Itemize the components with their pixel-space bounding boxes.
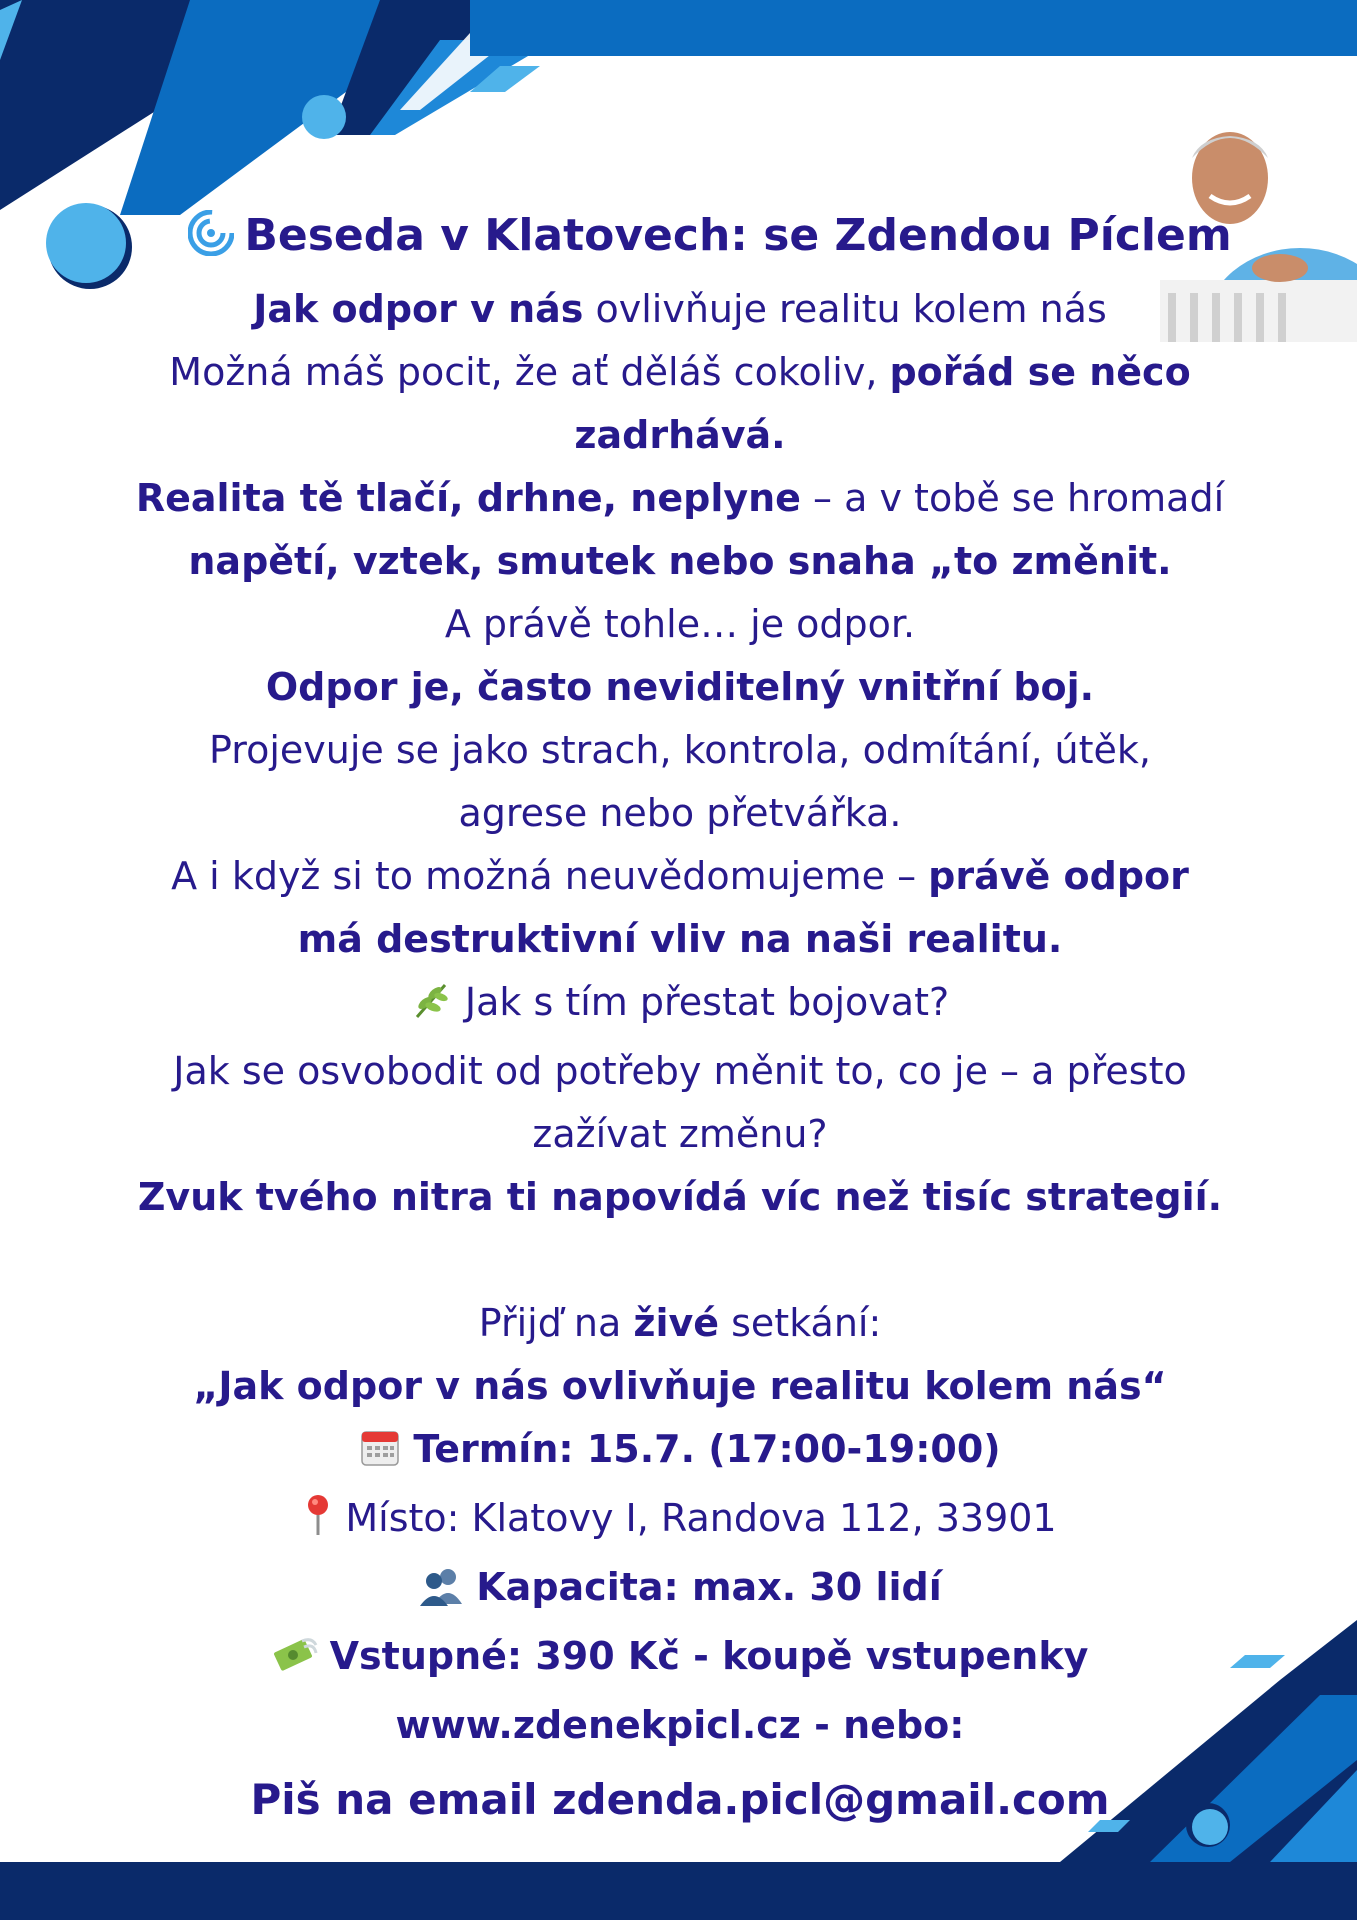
place-text: Místo: Klatovy I, Randova 112, 33901	[345, 1496, 1057, 1540]
pin-icon	[303, 1493, 333, 1556]
invite-pre: Přijď na	[478, 1301, 634, 1345]
title-text: Beseda v Klatovech: se Zdendou Píclem	[244, 210, 1232, 261]
subtitle-bold: Jak odpor v nás	[253, 287, 584, 331]
top-blue-bar	[470, 0, 1357, 56]
invite-bold: živé	[633, 1301, 720, 1345]
spacer	[95, 1229, 1265, 1292]
p6-line1	[95, 845, 1265, 908]
capacity-text: Kapacita: max. 30 lidí	[476, 1565, 942, 1609]
website: www.zdenekpicl.cz - nebo:	[395, 1703, 965, 1747]
p1-bold: pořád se něco	[889, 350, 1191, 394]
event-capacity	[95, 1556, 1265, 1625]
date-text: Termín: 15.7. (17:00-19:00)	[413, 1427, 1001, 1471]
p6-line2: má destruktivní vliv na naši realitu.	[297, 917, 1063, 961]
event-price	[95, 1625, 1265, 1694]
p5-line1: Projevuje se jako strach, kontrola, odmítání, útěk,	[209, 728, 1151, 772]
contact-email: Piš na email zdenda.picl@gmail.com	[250, 1775, 1110, 1824]
p2-normal: – a v tobě se hromadí	[800, 476, 1225, 520]
p7	[95, 971, 1265, 1040]
p2-line1	[95, 467, 1265, 530]
p2-bold: Realita tě tlačí, drhne, neplyne	[135, 476, 801, 520]
p9: Zvuk tvého nitra ti napovídá víc než tisíc strategií.	[137, 1175, 1223, 1219]
price-text: Vstupné: 390 Kč - koupě vstupenky	[329, 1634, 1089, 1678]
people-icon	[418, 1562, 464, 1625]
herb-icon	[411, 977, 453, 1040]
calendar-icon	[359, 1424, 401, 1487]
p6-normal: A i když si to možná neuvědomujeme –	[171, 854, 929, 898]
subtitle	[95, 278, 1265, 341]
p8-line1: Jak se osvobodit od potřeby měnit to, co je – a přesto	[173, 1049, 1187, 1093]
subtitle-normal: ovlivňuje realitu kolem nás	[583, 287, 1107, 331]
p6-bold: právě odpor	[928, 854, 1189, 898]
p1-line1	[95, 341, 1265, 404]
invite-post: setkání:	[719, 1301, 882, 1345]
event-date	[95, 1418, 1265, 1487]
p1-line2: zadrhává.	[574, 413, 786, 457]
event-place	[95, 1487, 1265, 1556]
cyclone-icon	[188, 206, 234, 278]
flyer-content	[95, 200, 1265, 1835]
p8-line2: zažívat změnu?	[532, 1112, 828, 1156]
bottom-dark-bar	[0, 1862, 1357, 1920]
flyer-title	[155, 200, 1265, 278]
p4: Odpor je, často neviditelný vnitřní boj.	[265, 665, 1095, 709]
p2-line2: napětí, vztek, smutek nebo snaha „to změnit.	[188, 539, 1172, 583]
p7-text: Jak s tím přestat bojovat?	[464, 980, 950, 1024]
p5-line2: agrese nebo přetvářka.	[458, 791, 902, 835]
p3: A právě tohle… je odpor.	[444, 602, 916, 646]
event-name: „Jak odpor v nás ovlivňuje realitu kolem nás“	[193, 1364, 1167, 1408]
money-icon	[272, 1631, 318, 1694]
p1-normal: Možná máš pocit, že ať děláš cokoliv,	[169, 350, 890, 394]
invite	[95, 1292, 1265, 1355]
